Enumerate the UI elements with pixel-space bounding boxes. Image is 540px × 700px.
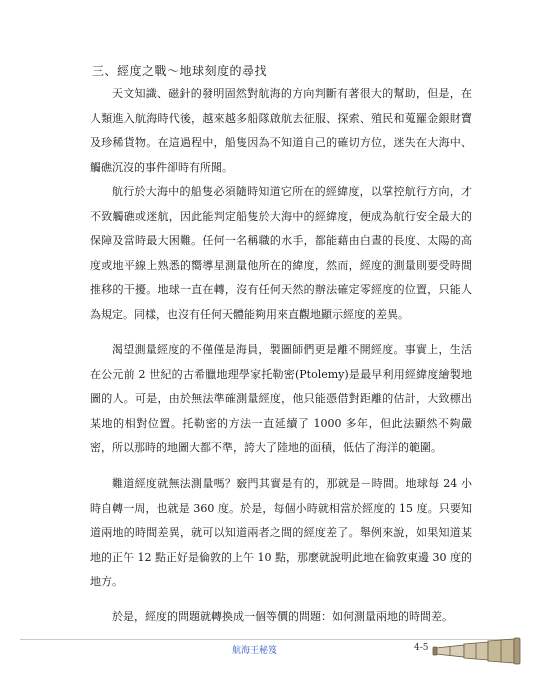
paragraph-4: 難道經度就無法測量嗎？竅門其實是有的，那就是－時間。地球每 24 小時自轉一周，也就是 360 度。於是，每個小時就相當於經度的 15 度。只要知道兩地的時間差異，就可以知道兩者之間的經度差了。舉例來說，如果知道某地的正午 12 點正好是倫敦的上午 10 點，那麼就說明此地在倫敦東邊 30 度的地方。	[90, 477, 472, 588]
page-number: 4-5	[414, 643, 429, 653]
paragraph-3: 渴望測量經度的不僅僅是海員，製圖師們更是離不開經度。事實上，生活在公元前 2 世紀的古希臘地理學家托勒密(Ptolemy)是最早利用經緯度繪製地圖的人。可是，由於無法準確測量經度，他只能憑借對距離的估計，大致標出某地的相對位置。托勒密的方法一直延續了 1000 多年，但此法顯然不夠嚴密，所以那時的地圖大都不準，誇大了陸地的面積，低估了海洋的範圍。	[90, 343, 472, 454]
footer-title: 航海王秘笈	[232, 646, 278, 656]
paragraph-5: 於是，經度的問題就轉換成一個等價的問題：如何測量兩地的時間差。	[112, 610, 453, 623]
paragraph-2: 航行於大海中的船隻必須隨時知道它所在的經緯度，以掌控航行方向，才不致觸礁或迷航，因此能判定船隻於大海中的經緯度，便成為航行安全最大的保障及當時最大困難。任何一名稱職的水手，都能藉由白晝的長度、太陽的高度或地平線上熟悉的嚮導星測量他所在的緯度，然而，經度的測量則要受時間推移的干擾。地球一直在轉，沒有任何天然的辦法確定零經度的位置，只能人為規定。同樣，也沒有任何天體能夠用來直觀地顯示經度的差異。	[90, 185, 472, 321]
section-heading: 三、經度之戰～地球刻度的尋找	[92, 64, 268, 78]
paragraph-1: 天文知識、磁針的發明固然對航海的方向判斷有著很大的幫助，但是，在人類進入航海時代後，越來越多船隊啟航去征服、探索、殖民和蒐羅金銀財寶及珍稀貨物。在這過程中，船隻因為不知道自己的確切方位，迷失在大海中、觸礁沉沒的事件卻時有所聞。	[90, 87, 472, 174]
telescope-icon	[430, 634, 530, 668]
